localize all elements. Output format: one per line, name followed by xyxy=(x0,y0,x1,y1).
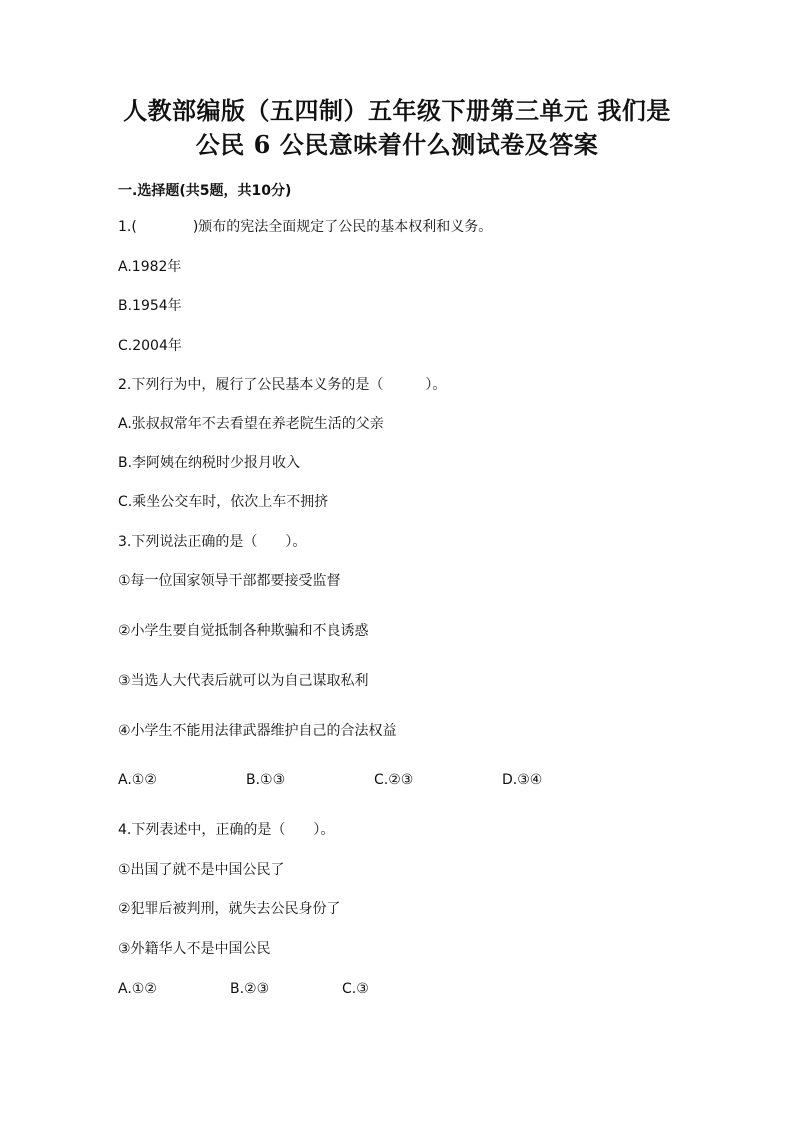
question-3-stem: 3.下列说法正确的是（ ）。 xyxy=(118,534,307,550)
question-2-option-c: C.乘坐公交车时，依次上车不拥挤 xyxy=(118,494,329,510)
question-4-statement-3: ③外籍华人不是中国公民 xyxy=(118,941,271,957)
question-1-option-c: C.2004年 xyxy=(118,338,182,354)
question-3-option-d: D.③④ xyxy=(502,772,543,788)
question-3-statement-2: ②小学生要自觉抵制各种欺骗和不良诱惑 xyxy=(118,623,369,639)
question-4-statement-1: ①出国了就不是中国公民了 xyxy=(118,862,285,878)
document-title-line-1: 人教部编版（五四制）五年级下册第三单元 我们是 xyxy=(123,96,671,125)
question-3-statement-3: ③当选人大代表后就可以为自己谋取私利 xyxy=(118,673,369,689)
question-3-statement-4: ④小学生不能用法律武器维护自己的合法权益 xyxy=(118,723,397,739)
question-2-option-b: B.李阿姨在纳税时少报月收入 xyxy=(118,455,301,471)
question-1-stem: 1.( )颁布的宪法全面规定了公民的基本权利和义务。 xyxy=(118,219,493,235)
question-3-statement-1: ①每一位国家领导干部都要接受监督 xyxy=(118,573,341,589)
question-4-option-c: C.③ xyxy=(342,981,369,997)
question-4-stem: 4.下列表述中，正确的是（ ）。 xyxy=(118,822,335,838)
question-4-option-b: B.②③ xyxy=(230,981,270,997)
question-2-option-a: A.张叔叔常年不去看望在养老院生活的父亲 xyxy=(118,416,384,432)
document-title-line-2: 公民 6 公民意味着什么测试卷及答案 xyxy=(195,130,599,159)
question-1-option-b: B.1954年 xyxy=(118,298,182,314)
section-heading: 一.选择题(共5题，共10分) xyxy=(118,183,292,199)
question-2-stem: 2.下列行为中，履行了公民基本义务的是（ ）。 xyxy=(118,377,447,393)
question-3-option-b: B.①③ xyxy=(246,772,286,788)
question-3-option-c: C.②③ xyxy=(374,772,414,788)
question-1-option-a: A.1982年 xyxy=(118,259,182,275)
question-3-option-a: A.①② xyxy=(118,772,157,788)
question-4-option-a: A.①② xyxy=(118,981,157,997)
question-4-statement-2: ②犯罪后被判刑，就失去公民身份了 xyxy=(118,901,341,917)
